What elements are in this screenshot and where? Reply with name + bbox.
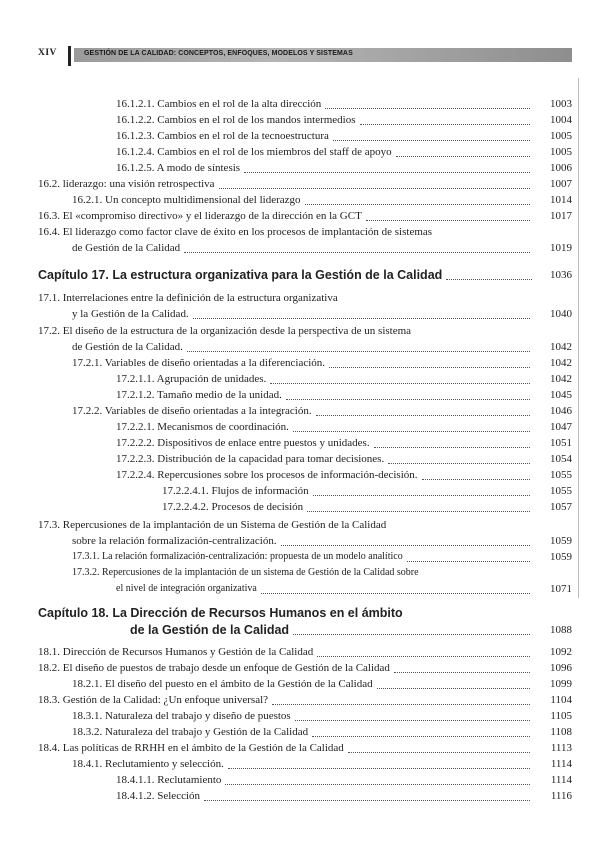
toc-page-number: 1047 — [550, 421, 572, 433]
toc-entry-title: 17.2.2.4.1. Flujos de información — [162, 485, 309, 497]
toc-entry-title: 16.1.2.3. Cambios en el rol de la tecnoestructura — [116, 130, 329, 142]
toc-page-number: 1003 — [550, 98, 572, 110]
toc-page-number: 1042 — [550, 373, 572, 385]
toc-entry-title: 18.1. Dirección de Recursos Humanos y Gestión de la Calidad — [38, 646, 314, 658]
toc-entry-title: de Gestión de la Calidad — [72, 242, 181, 254]
toc-entry-title: 17.2.2.4.2. Procesos de decisión — [162, 501, 304, 513]
toc-page-number: 1036 — [550, 269, 572, 281]
toc-entry-title: 17.2.2. Variables de diseño orientadas a la integración. — [72, 405, 312, 417]
dot-leader — [261, 577, 530, 594]
dot-leader — [305, 188, 530, 205]
toc-entry-title: 17.2.2.4. Repercusiones sobre los procesos de información-decisión. — [116, 469, 418, 481]
dot-leader — [446, 263, 532, 280]
dot-leader — [396, 140, 530, 157]
toc-page-number: 1088 — [550, 624, 572, 636]
toc-entry-title: el nivel de integración organizativa — [116, 583, 257, 594]
toc-entry-title: 17.2.1.1. Agrupación de unidades. — [116, 373, 267, 385]
toc-entry-title: 16.2. liderazgo: una visión retrospectiva — [38, 178, 215, 190]
dot-leader — [394, 656, 530, 673]
toc-page-number: 1057 — [550, 501, 572, 513]
dot-leader — [286, 383, 530, 400]
toc-page-number: 1092 — [550, 646, 572, 658]
toc-entry-title: 17.2. El diseño de la estructura de la organización desde la perspectiva de un sistema — [38, 325, 412, 337]
dot-leader — [366, 204, 530, 221]
toc-entry-title: 16.1.2.1. Cambios en el rol de la alta dirección — [116, 98, 322, 110]
toc-page-number: 1116 — [550, 790, 572, 802]
page-number: XIV — [38, 48, 57, 58]
toc-page-number: 1040 — [550, 308, 572, 320]
toc-page-number: 1104 — [550, 694, 572, 706]
toc-page-number: 1006 — [550, 162, 572, 174]
toc-entry-title: 16.1.2.4. Cambios en el rol de los miembros del staff de apoyo — [116, 146, 392, 158]
chapter-heading — [0, 267, 600, 283]
toc-entry-title: 18.3.2. Naturaleza del trabajo y Gestión de la Calidad — [72, 726, 309, 738]
toc-entry-title: 16.1.2.2. Cambios en el rol de los mandos intermedios — [116, 114, 356, 126]
toc-page-number: 1005 — [550, 130, 572, 142]
toc-entry — [0, 549, 600, 565]
toc-entry-title: 16.1.2.5. A modo de síntesis — [116, 162, 241, 174]
dot-leader — [187, 335, 530, 352]
toc-page-number: 1105 — [550, 710, 572, 722]
dot-leader — [407, 545, 530, 562]
toc-entry-title: 16.2.1. Un concepto multidimensional del liderazgo — [72, 194, 301, 206]
toc-page-number: 1096 — [550, 662, 572, 674]
toc-entry — [0, 788, 600, 804]
dot-leader — [329, 351, 530, 368]
toc-entry — [0, 240, 600, 256]
dot-leader — [360, 108, 530, 125]
toc-entry-title: 16.3. El «compromiso directivo» y el liderazgo de la dirección en la GCT — [38, 210, 362, 222]
toc-entry-title: 18.2. El diseño de puestos de trabajo desde un enfoque de Gestión de la Calidad — [38, 662, 390, 674]
toc-entry-title: 17.2.2.3. Distribución de la capacidad para tomar decisiones. — [116, 453, 385, 465]
toc-entry-title: 18.2.1. El diseño del puesto en el ámbito de la Gestión de la Calidad — [72, 678, 373, 690]
toc-entry-title: y la Gestión de la Calidad. — [72, 308, 189, 320]
toc-entry — [0, 208, 600, 224]
toc-page-number: 1005 — [550, 146, 572, 158]
dot-leader — [272, 688, 530, 705]
dot-leader — [204, 784, 530, 801]
toc-page-number: 1071 — [550, 583, 572, 595]
toc-entry-title: 18.4.1.2. Selección — [116, 790, 201, 802]
toc-entry-title: 18.4. Las políticas de RRHH en el ámbito de la Gestión de la Calidad — [38, 742, 344, 754]
dot-leader — [225, 768, 530, 785]
toc-entry-title: 18.3.1. Naturaleza del trabajo y diseño de puestos — [72, 710, 291, 722]
toc-entry-title: de la Gestión de la Calidad — [130, 623, 290, 637]
toc-entry-title: 17.3. Repercusiones de la implantación de un Sistema de Gestión de la Calidad — [38, 519, 387, 531]
toc-page-number: 1042 — [550, 341, 572, 353]
dot-leader — [228, 752, 530, 769]
dot-leader — [374, 431, 530, 448]
toc-entry — [0, 306, 600, 322]
toc-page-number: 1055 — [550, 485, 572, 497]
toc-entry-title: 16.4. El liderazgo como factor clave de éxito en los procesos de implantación de sistemas — [38, 226, 433, 238]
dot-leader — [193, 302, 530, 319]
toc-page-number: 1108 — [550, 726, 572, 738]
running-header — [38, 46, 572, 64]
toc-page-number: 1014 — [550, 194, 572, 206]
toc-entry-title: 17.2.1. Variables de diseño orientadas a la diferenciación. — [72, 357, 326, 369]
toc-page-number: 1046 — [550, 405, 572, 417]
dot-leader — [348, 736, 530, 753]
toc-entry-title: Capítulo 18. La Dirección de Recursos Humanos en el ámbito — [38, 606, 403, 620]
toc-page-number: 1054 — [550, 453, 572, 465]
dot-leader — [377, 672, 530, 689]
toc-entry-title: 18.3. Gestión de la Calidad: ¿Un enfoque universal? — [38, 694, 269, 706]
dot-leader — [293, 415, 530, 432]
dot-leader — [184, 236, 530, 253]
toc-page-number: 1045 — [550, 389, 572, 401]
toc-page-number: 1007 — [550, 178, 572, 190]
header-divider — [68, 46, 71, 66]
dot-leader — [219, 172, 530, 189]
toc-entry-title: 18.4.1. Reclutamiento y selección. — [72, 758, 224, 770]
dot-leader — [293, 618, 530, 635]
toc-page-number: 1042 — [550, 357, 572, 369]
dot-leader — [281, 529, 530, 546]
toc-entry — [0, 499, 600, 515]
toc-entry — [0, 581, 600, 597]
dot-leader — [325, 92, 530, 109]
toc-entry-title: de Gestión de la Calidad. — [72, 341, 183, 353]
dot-leader — [270, 367, 530, 384]
dot-leader — [312, 720, 530, 737]
toc-page-number: 1099 — [550, 678, 572, 690]
dot-leader — [317, 640, 530, 657]
dot-leader — [244, 156, 530, 173]
dot-leader — [316, 399, 530, 416]
chapter-heading — [0, 622, 600, 638]
toc-entry-title: 18.4.1.1. Reclutamiento — [116, 774, 222, 786]
toc-page-number: 1019 — [550, 242, 572, 254]
toc-entry-title: 17.1. Interrelaciones entre la definición de la estructura organizativa — [38, 292, 338, 304]
toc-entry-title: 17.2.2.1. Mecanismos de coordinación. — [116, 421, 289, 433]
toc-entry-title: sobre la relación formalización-centralización. — [72, 535, 277, 547]
toc-page-number: 1051 — [550, 437, 572, 449]
toc-page-number: 1059 — [550, 535, 572, 547]
toc-entry-title: 17.2.1.2. Tamaño medio de la unidad. — [116, 389, 282, 401]
toc-page-number: 1017 — [550, 210, 572, 222]
toc-page-number: 1055 — [550, 469, 572, 481]
dot-leader — [333, 124, 530, 141]
toc-entry-title: 17.3.2. Repercusiones de la implantación de un sistema de Gestión de la Calidad sobre — [72, 567, 419, 578]
dot-leader — [422, 463, 530, 480]
toc-entry-title: Capítulo 17. La estructura organizativa para la Gestión de la Calidad — [38, 268, 443, 282]
toc-page-number: 1059 — [550, 551, 572, 563]
toc-page-number: 1114 — [550, 758, 572, 770]
dot-leader — [388, 447, 530, 464]
dot-leader — [295, 704, 530, 721]
toc-page-number: 1114 — [550, 774, 572, 786]
dot-leader — [307, 495, 530, 512]
toc-entry-title: 17.2.2.2. Dispositivos de enlace entre puestos y unidades. — [116, 437, 370, 449]
book-title: GESTIÓN DE LA CALIDAD: CONCEPTOS, ENFOQUES, MODELOS Y SISTEMAS — [84, 50, 353, 57]
toc-entry-title: 17.3.1. La relación formalización-centralización: propuesta de un modelo analítico — [72, 551, 403, 562]
toc-page-number: 1004 — [550, 114, 572, 126]
toc-page-number: 1113 — [550, 742, 572, 754]
dot-leader — [313, 479, 530, 496]
